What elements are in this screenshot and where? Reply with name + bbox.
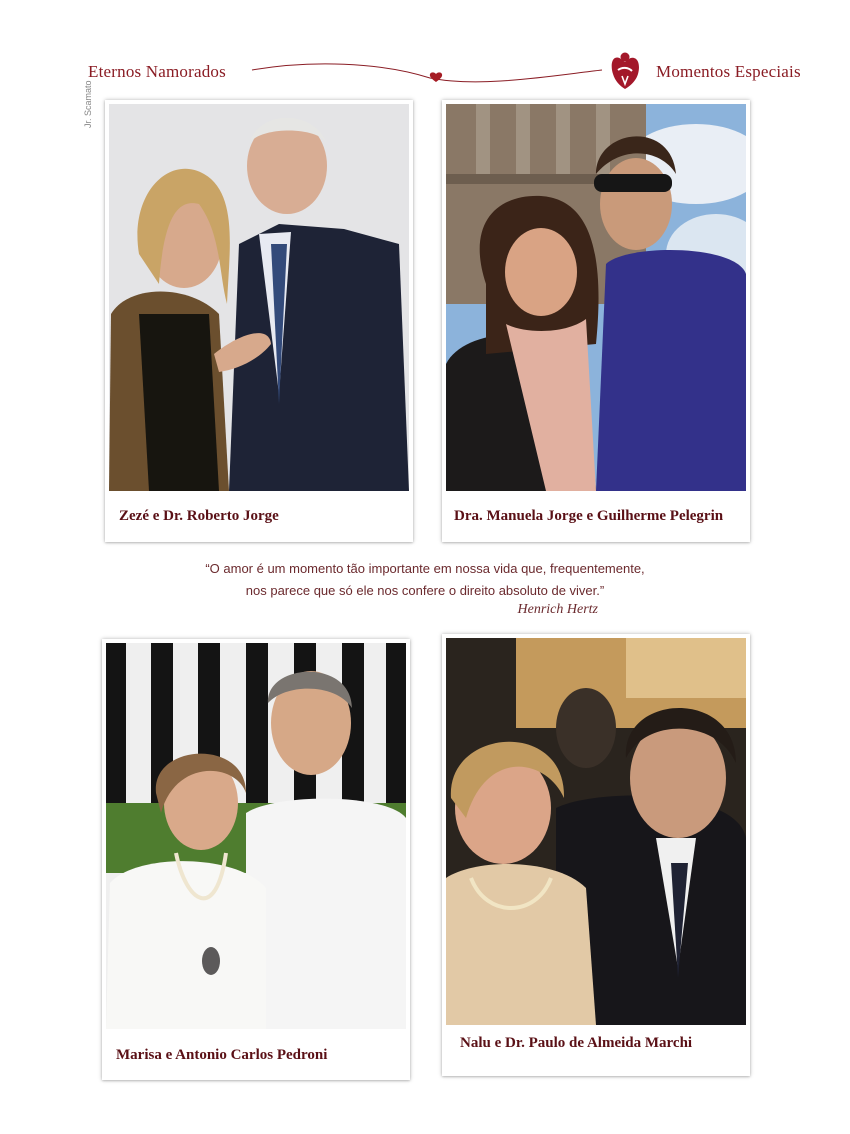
photo-credit: Jr. Scamato (83, 80, 93, 128)
couple-photo (106, 643, 406, 1029)
quote-line: “O amor é um momento tão importante em nossa vida que, frequentemente, (205, 561, 645, 576)
couple-photo (109, 104, 409, 491)
quote-author: Henrich Hertz (517, 602, 598, 617)
couple-photo (446, 638, 746, 1025)
quote-text (150, 558, 700, 602)
section-title-left: Eternos Namorados (88, 62, 226, 81)
photo-caption: Dra. Manuela Jorge e Guilherme Pelegrin (454, 508, 724, 524)
header-divider (250, 58, 610, 94)
photo-card (105, 100, 413, 542)
quote-line: nos parece que só ele nos confere o direito absoluto de viver.” (245, 583, 605, 598)
photo-caption: Zezé e Dr. Roberto Jorge (119, 508, 279, 524)
photo-card (442, 634, 750, 1076)
heart-icon (430, 72, 442, 82)
photo-card (102, 639, 410, 1080)
photo-card (442, 100, 750, 542)
couple-heart-logo-icon (609, 50, 641, 90)
section-title-right: Momentos Especiais (656, 62, 801, 81)
couple-photo (446, 104, 746, 491)
photo-caption: Marisa e Antonio Carlos Pedroni (116, 1047, 328, 1063)
photo-caption: Nalu e Dr. Paulo de Almeida Marchi (460, 1035, 693, 1051)
